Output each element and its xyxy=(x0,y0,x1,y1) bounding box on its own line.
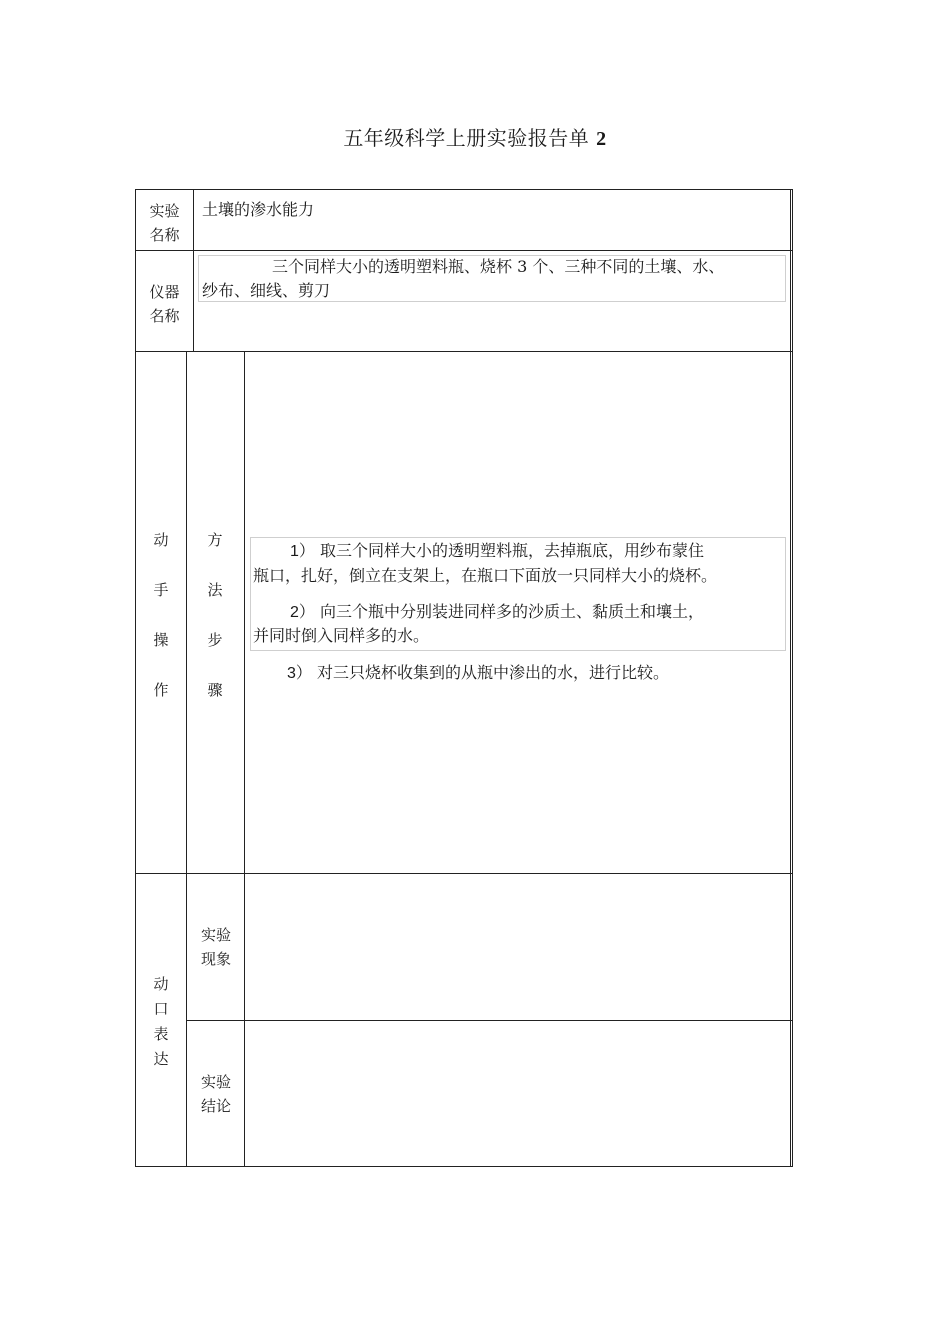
conclusion-entry-area[interactable] xyxy=(245,1021,790,1166)
instrument-list-line1: 三个同样大小的透明塑料瓶、烧杯 3 个、三种不同的土壤、水、 xyxy=(272,257,725,276)
experiment-name-label: 实验 名称 xyxy=(149,202,180,244)
hands-on-label: 动 手 操 作 xyxy=(153,531,169,699)
step-3-line1: 3） 对三只烧杯收集到的从瓶中渗出的水，进行比较。 xyxy=(287,663,670,682)
step-2-line1: 2） 向三个瓶中分别装进同样多的沙质土、黏质土和壤土， xyxy=(290,602,705,621)
title-text: 五年级科学上册实验报告单 xyxy=(343,126,590,150)
step-2-line2: 并同时倒入同样多的水。 xyxy=(253,626,430,645)
page-title xyxy=(0,122,950,151)
instrument-list-line2: 纱布、细线、剪刀 xyxy=(202,281,331,300)
step-1-line2: 瓶口，扎好，倒立在支架上，在瓶口下面放一只同样大小的烧杯。 xyxy=(253,566,718,585)
conclusion-label: 实验 结论 xyxy=(200,1073,231,1115)
title-number: 2 xyxy=(596,128,607,150)
method-steps-label: 方 法 步 骤 xyxy=(207,531,223,699)
oral-expression-label: 动 口 表 达 xyxy=(153,975,169,1068)
instrument-name-label: 仪器 名称 xyxy=(149,283,180,325)
phenomenon-entry-area[interactable] xyxy=(245,874,790,1020)
step-1-line1: 1） 取三个同样大小的透明塑料瓶，去掉瓶底，用纱布蒙住 xyxy=(290,541,705,560)
phenomenon-label: 实验 现象 xyxy=(200,926,231,968)
experiment-name-value: 土壤的渗水能力 xyxy=(202,200,315,219)
